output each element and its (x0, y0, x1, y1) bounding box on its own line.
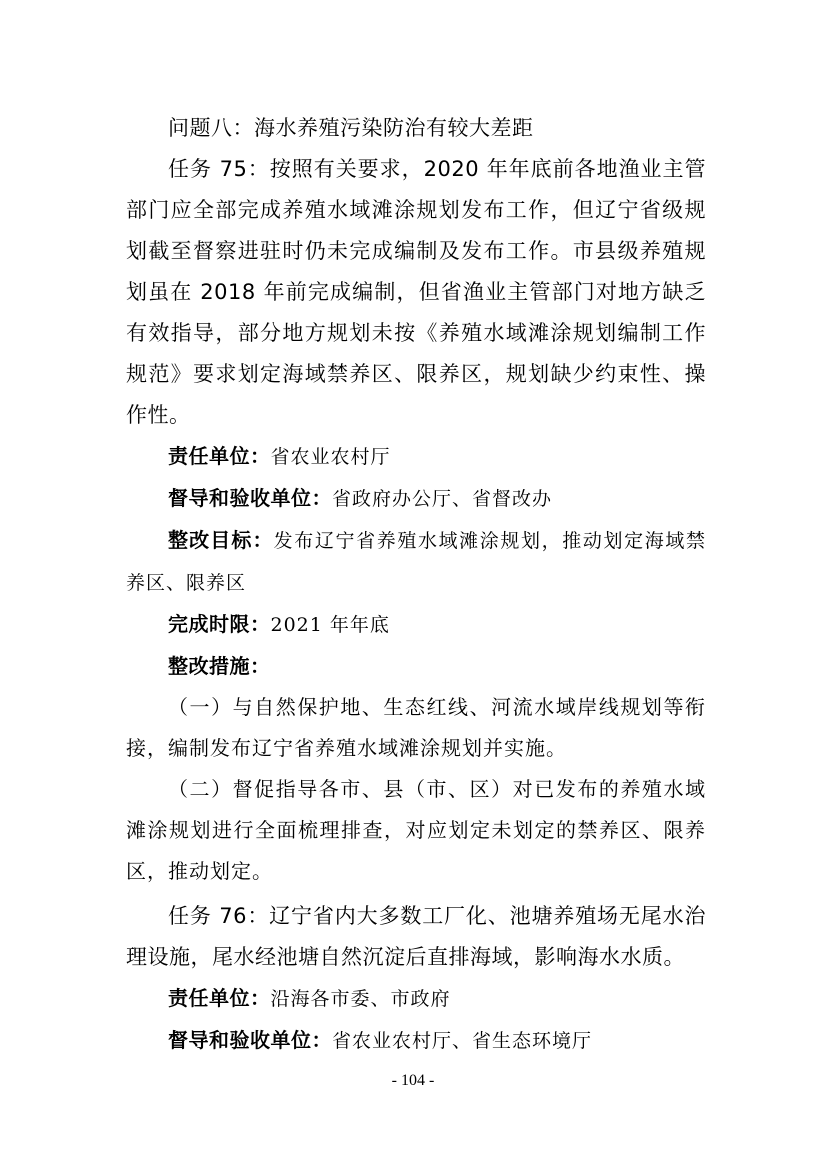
measure-1: （一）与自然保护地、生态红线、河流水域岸线规划等衔接，编制发布辽宁省养殖水域滩涂规划并实施。 (126, 695, 706, 760)
deadline-label: 完成时限： (168, 612, 271, 636)
page-number: - 104 - (391, 1072, 435, 1089)
responsible-value: 省农业农村厅 (270, 446, 391, 468)
task-75-goal (126, 520, 706, 604)
task-76-responsible (126, 978, 706, 1020)
supervise-label: 督导和验收单位： (168, 486, 332, 510)
supervise-label: 督导和验收单位： (168, 1028, 332, 1052)
task-75-supervise (126, 478, 706, 520)
supervise-value: 省政府办公厅、省督改办 (332, 488, 553, 510)
task-75-responsible (126, 436, 706, 478)
responsible-label: 责任单位： (168, 444, 271, 468)
goal-value: 发布辽宁省养殖水域滩涂规划，推动划定海域禁养区、限养区 (126, 530, 706, 594)
measures-label: 整改措施： (168, 654, 271, 678)
responsible-value: 沿海各市委、市政府 (270, 988, 451, 1010)
task-75-measures (126, 646, 706, 687)
task-75-text: 任务 75：按照有关要求，2020 年年底前各地渔业主管部门应全部完成养殖水域滩涂规划发布工作，但辽宁省级规划截至督察进驻时仍未完成编制及发布工作。市县级养殖规划虽在 2018 年前完成编制，但省渔业主管部门对地方缺乏有效指导，部分地方规划未按《养殖水域滩涂规划编制工作规范》要求划定海域禁养区、限养区，规划缺少约束性、操作性。 (126, 157, 706, 427)
task-76-supervise (126, 1020, 706, 1062)
task-76-text: 任务 76：辽宁省内大多数工厂化、池塘养殖场无尾水治理设施，尾水经池塘自然沉淀后直排海域，影响海水水质。 (126, 904, 706, 969)
goal-label: 整改目标： (168, 528, 274, 552)
responsible-label: 责任单位： (168, 986, 271, 1010)
task-75-deadline (126, 604, 706, 646)
deadline-value: 2021 年年底 (270, 614, 390, 636)
page-body (126, 108, 706, 1062)
section-heading: 问题八：海水养殖污染防治有较大差距 (168, 116, 534, 140)
supervise-value: 省农业农村厅、省生态环境厅 (332, 1030, 593, 1052)
measure-2: （二）督促指导各市、县（市、区）对已发布的养殖水域滩涂规划进行全面梳理排查，对应划定未划定的禁养区、限养区，推动划定。 (126, 777, 706, 883)
